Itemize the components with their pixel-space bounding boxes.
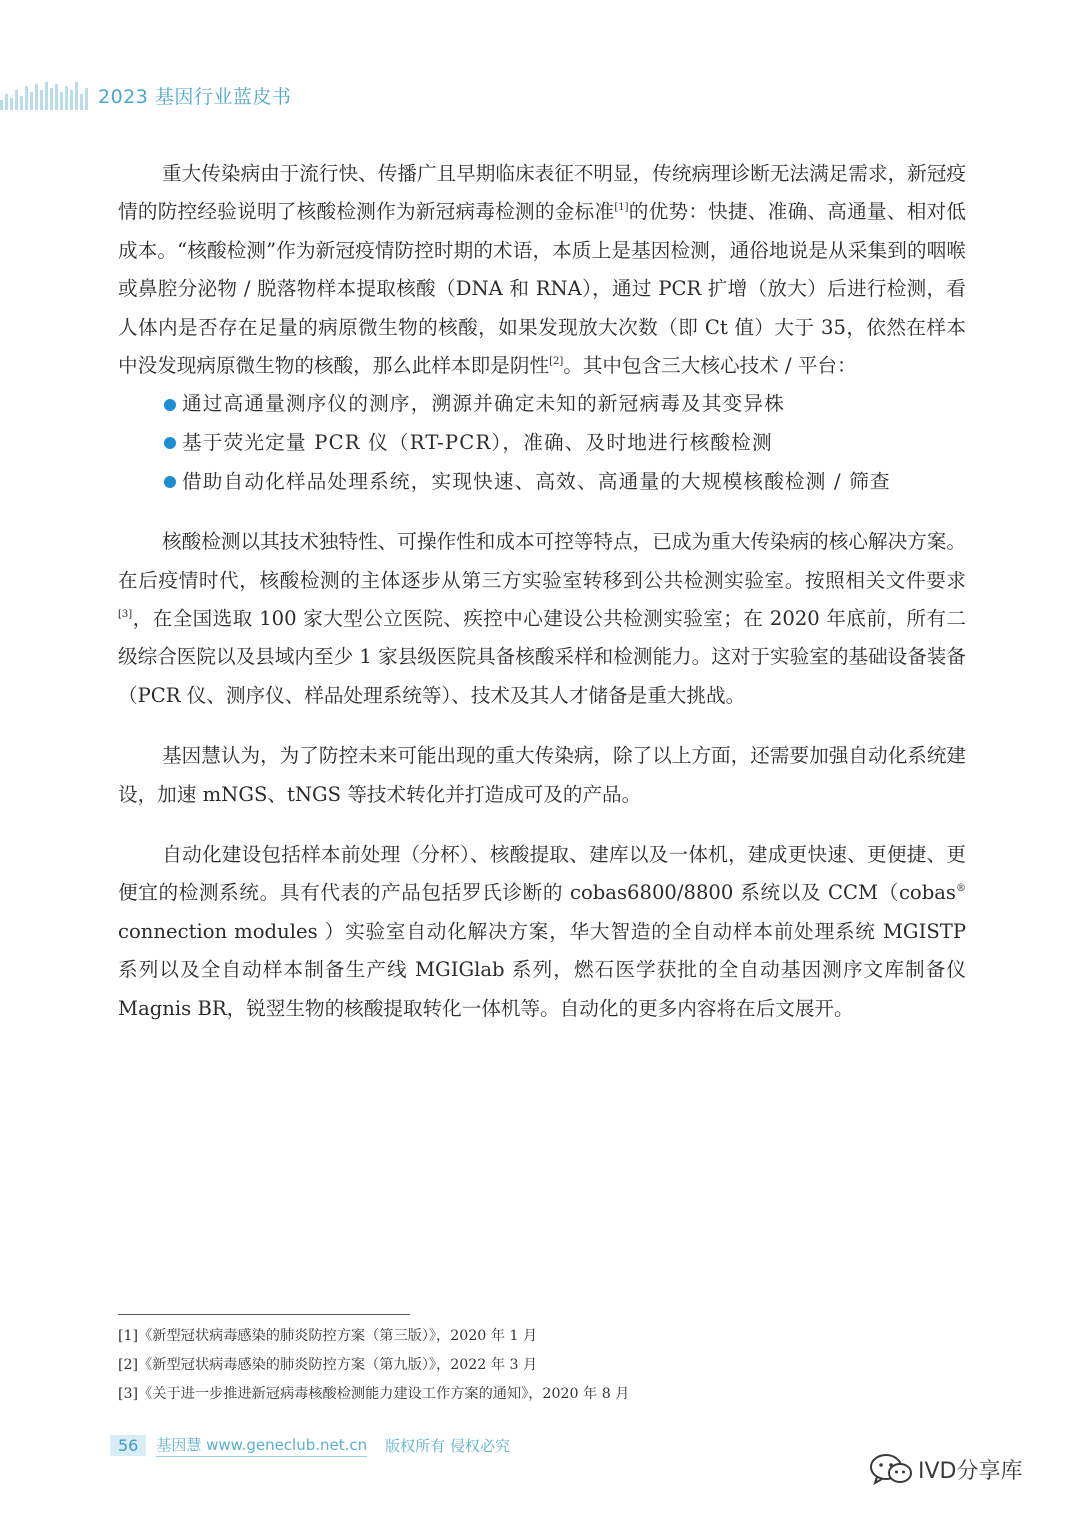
paragraph-1: 重大传染病由于流行快、传播广且早期临床表征不明显，传统病理诊断无法满足需求，新冠疫情的防控经验说明了核酸检测作为新冠病毒检测的金标准[1]的优势：快捷、准确、高通量、相对低成本。“核酸检测”作为新冠疫情防控时期的术语，本质上是基因检测，通俗地说是从采集到的咽喉或鼻腔分泌物 / 脱落物样本提取核酸（DNA 和 RNA），通过 PCR 扩增（放大）后进行检测，看人体内是否存在足量的病原微生物的核酸，如果发现放大次数（即 Ct 值）大于 35，依然在样本中没发现病原微生物的核酸，那么此样本即是阴性[2]。其中包含三大核心技术 / 平台： <box>118 162 967 378</box>
list-item: 借助自动化样品处理系统，实现快速、高效、高通量的大规模核酸检测 / 筛查 <box>118 463 966 502</box>
core-tech-list <box>118 385 966 501</box>
footnote-1: [1]《新型冠状病毒感染的肺炎防控方案（第三版）》，2020 年 1 月 <box>118 1328 538 1344</box>
footer-site-link[interactable]: 基因慧 www.geneclub.net.cn <box>156 1434 367 1457</box>
paragraph-3: 基因慧认为，为了防控未来可能出现的重大传染病，除了以上方面，还需要加强自动化系统建设，加速 mNGS、tNGS 等技术转化并打造成可及的产品。 <box>118 744 966 806</box>
watermark-text: IVD分享库 <box>918 1458 1023 1484</box>
footnote-ref-3[interactable]: [3] <box>118 609 133 621</box>
list-item: 基于荧光定量 PCR 仪（RT-PCR），准确、及时地进行核酸检测 <box>118 424 966 463</box>
header-decoration-bars <box>0 80 88 110</box>
registered-mark: ® <box>956 883 966 895</box>
footnote-2: [2]《新型冠状病毒感染的肺炎防控方案（第九版）》，2022 年 3 月 <box>118 1357 538 1373</box>
watermark <box>868 1452 1022 1486</box>
page-footer <box>110 1432 510 1458</box>
footnote-ref-2[interactable]: [2] <box>549 356 564 368</box>
footnote-3: [3]《关于进一步推进新冠病毒核酸检测能力建设工作方案的通知》，2020 年 8 月 <box>118 1386 630 1402</box>
list-item: 通过高通量测序仪的测序，溯源并确定未知的新冠病毒及其变异株 <box>118 385 966 424</box>
paragraph-2: 核酸检测以其技术独特性、可操作性和成本可控等特点，已成为重大传染病的核心解决方案。在后疫情时代，核酸检测的主体逐步从第三方实验室转移到公共检测实验室。按照相关文件要求[3]，在全国选取 100 家大型公立医院、疾控中心建设公共检测实验室；在 2020 年底前，所有二级综合医院以及县域内至少 1 家县级医院具备核酸采样和检测能力。这对于实验室的基础设备装备（PCR 仪、测序仪、样品处理系统等）、技术及其人才储备是重大挑战。 <box>118 530 966 707</box>
bullet-dot-icon <box>164 476 176 488</box>
body-text <box>118 155 966 1050</box>
header-title: 2023 基因行业蓝皮书 <box>98 85 292 108</box>
paragraph-4: 自动化建设包括样本前处理（分杯）、核酸提取、建库以及一体机，建成更快速、更便捷、更便宜的检测系统。具有代表的产品包括罗氏诊断的 cobas6800/8800 系统以及 CCM（cobas® connection modules ）实验室自动化解决方案，华大智造的全自动样本前处理系统 MGISTP 系列以及全自动样本制备生产线 MGIGlab 系列，燃石医学获批的全自动基因测序文库制备仪 Magnis BR，锐翌生物的核酸提取转化一体机等。自动化的更多内容将在后文展开。 <box>118 843 966 1020</box>
footnote-divider <box>118 1314 410 1315</box>
bullet-dot-icon <box>164 437 176 449</box>
running-header <box>0 78 600 112</box>
footnote-ref-1[interactable]: [1] <box>614 202 629 214</box>
footnotes <box>118 1322 978 1409</box>
page-number: 56 <box>110 1435 146 1456</box>
wechat-icon <box>868 1452 914 1486</box>
bullet-dot-icon <box>164 399 176 411</box>
footer-copyright: 版权所有 侵权必究 <box>385 1436 510 1455</box>
